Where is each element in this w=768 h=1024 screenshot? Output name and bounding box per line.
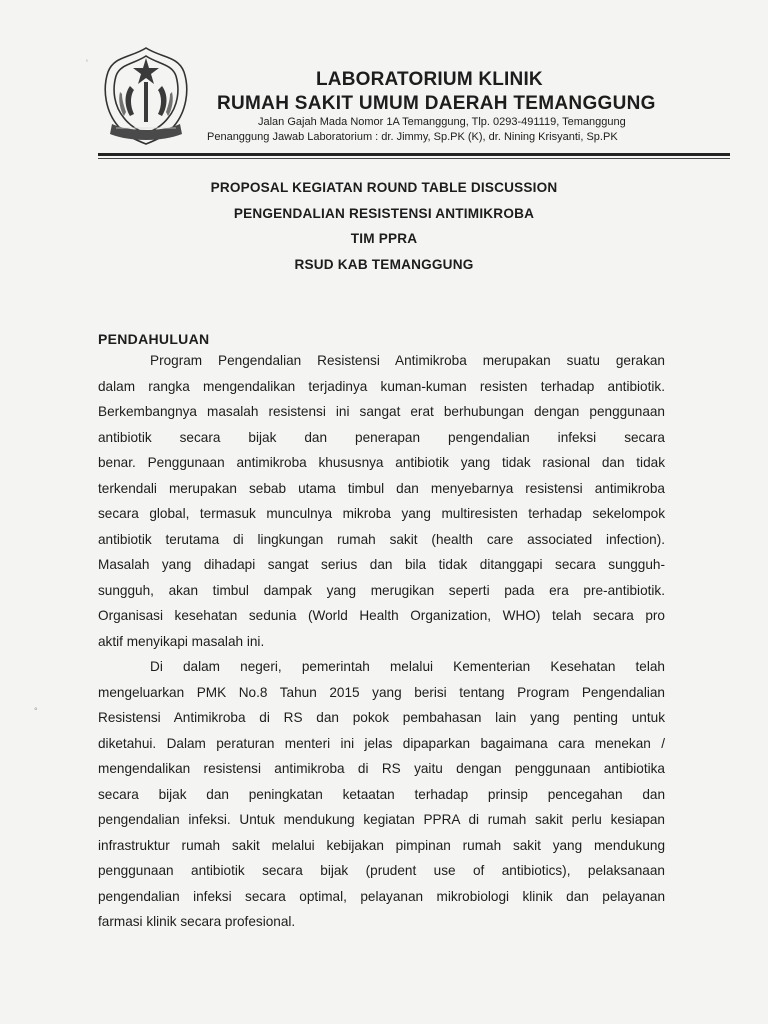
document-title-line2: PENGENDALIAN RESISTENSI ANTIMIKROBA [233,206,535,221]
paragraph-line: secara global, termasuk munculnya mikroba yang multiresisten terhadap sekelompok [98,506,665,521]
paragraph-line: mengeluarkan PMK No.8 Tahun 2015 yang berisi tentang Program Pengendalian [98,684,665,700]
paragraph-line: pengendalian infeksi. Untuk mendukung kegiatan PPRA di rumah sakit perlu kesiapan [98,812,665,827]
paragraph-line: sungguh, akan timbul dampak yang merugikan seperti pada era pre-antibiotik. [98,582,665,598]
section-heading: PENDAHULUAN [98,331,210,347]
paragraph-line: Organisasi kesehatan sedunia (World Health Organization, WHO) telah secara pro [98,608,665,623]
paragraph-line: Di dalam negeri, pemerintah melalui Kementerian Kesehatan telah [150,659,665,674]
scan-speck: ‘ [86,58,88,68]
letterhead-lab-head: Penanggung Jawab Laboratorium : dr. Jimmy, Sp.PK (K), dr. Nining Krisyanti, Sp.PK [207,131,618,143]
paragraph-line: dalam rangka mengendalikan terjadinya kuman-kuman resisten terhadap antibiotik. [98,378,665,394]
paragraph-line: Resistensi Antimikroba di RS dan pokok pembahasan lain yang penting untuk [98,710,665,725]
letterhead-rule-thin [98,158,730,159]
paragraph-line: terkendali merupakan sebab utama timbul dan menyebarnya resistensi antimikroba [98,480,665,496]
paragraph-line: antibiotik secara bijak dan penerapan pengendalian infeksi secara [98,429,665,445]
paragraph-line: antibiotik terutama di lingkungan rumah sakit (health care associated infection). [98,531,665,547]
paragraph-line: penggunaan antibiotik secara bijak (prudent use of antibiotics), pelaksanaan [98,863,665,878]
paragraph-line: secara bijak dan peningkatan ketaatan terhadap prinsip pencegahan dan [98,786,665,802]
scan-speck: ° [34,706,38,716]
paragraph-line: farmasi klinik secara profesional. [98,914,296,929]
document-title-line1: PROPOSAL KEGIATAN ROUND TABLE DISCUSSION [210,180,558,195]
paragraph-line: mengendalikan resistensi antimikroba di RS yaitu dengan penggunaan antibiotika [98,761,665,776]
letterhead-address: Jalan Gajah Mada Nomor 1A Temanggung, Tlp. 0293-491119, Temanggung [258,116,626,128]
paragraph-line: Berkembangnya masalah resistensi ini sangat erat berhubungan dengan penggunaan [98,404,665,419]
document-title-line3: TIM PPRA [350,231,418,246]
paragraph-line: aktif menyikapi masalah ini. [98,633,265,649]
letterhead-rule-thick [98,153,730,156]
paragraph-introduction [98,348,665,654]
paragraph-line: Masalah yang dihadapi sangat serius dan bila tidak ditanggapi secara sungguh- [98,557,665,572]
paragraph-line: infrastruktur rumah sakit melalui kebijakan pimpinan rumah sakit yang mendukung [98,837,665,853]
letterhead-title-line2: RUMAH SAKIT UMUM DAERAH TEMANGGUNG [217,93,656,114]
paragraph-line: pengendalian infeksi secara optimal, pelayanan mikrobiologi klinik dan pelayanan [98,888,665,904]
document-title-line4: RSUD KAB TEMANGGUNG [294,257,474,272]
letterhead-title-line1: LABORATORIUM KLINIK [316,69,543,90]
paragraph-line: Program Pengendalian Resistensi Antimikroba merupakan suatu gerakan [150,353,665,368]
paragraph-line: benar. Penggunaan antimikroba khususnya antibiotik yang tidak rasional dan tidak [98,455,665,470]
regency-coat-of-arms-icon [100,44,192,154]
paragraph-regulation [98,654,665,935]
paragraph-line: diketahui. Dalam peraturan menteri ini jelas dipaparkan bagaimana cara menekan / [98,735,665,751]
